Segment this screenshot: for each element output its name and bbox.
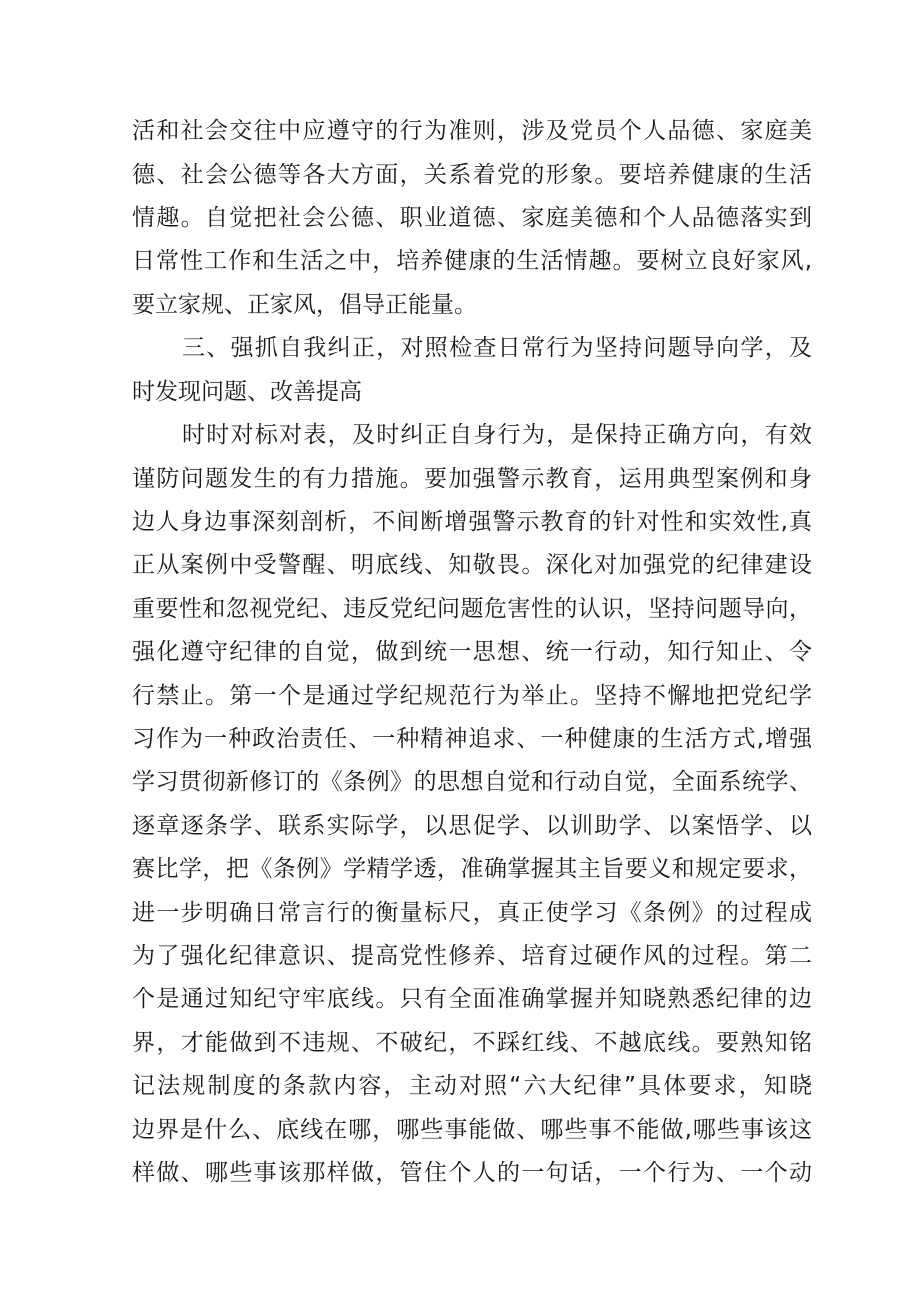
paragraph-line: 情趣。自觉把社会公德、职业道德、家庭美德和个人品德落实到 bbox=[132, 205, 812, 231]
paragraph-line: 为了强化纪律意识、提高党性修养、培育过硬作风的过程。第二 bbox=[132, 943, 812, 969]
paragraph-line: 记法规制度的条款内容，主动对照“六大纪律”具体要求，知晓 bbox=[132, 1073, 812, 1099]
section-heading-line: 三、强抓自我纠正，对照检查日常行为坚持问题导向学，及 bbox=[182, 335, 812, 361]
paragraph-line: 学习贯彻新修订的《条例》的思想自觉和行动自觉，全面系统学、 bbox=[132, 769, 812, 795]
paragraph-line: 时时对标对表，及时纠正自身行为，是保持正确方向，有效 bbox=[182, 422, 812, 448]
paragraph-line: 行禁止。第一个是通过学纪规范行为举止。坚持不懈地把党纪学 bbox=[132, 683, 812, 709]
paragraph-line: 个是通过知纪守牢底线。只有全面准确掌握并知晓熟悉纪律的边 bbox=[132, 986, 812, 1012]
paragraph-line: 活和社会交往中应遵守的行为准则，涉及党员个人品德、家庭美 bbox=[132, 118, 812, 144]
paragraph-line: 德、社会公德等各大方面，关系着党的形象。要培养健康的生活 bbox=[132, 162, 812, 188]
paragraph-line: 习作为一种政治责任、一种精神追求、一种健康的生活方式,增强 bbox=[132, 726, 812, 752]
paragraph-line: 样做、哪些事该那样做，管住个人的一句话，一个行为、一个动 bbox=[132, 1160, 812, 1186]
paragraph-line: 界，才能做到不违规、不破纪，不踩红线、不越底线。要熟知铭 bbox=[132, 1030, 812, 1056]
paragraph-line: 日常性工作和生活之中，培养健康的生活情趣。要树立良好家风, bbox=[132, 248, 812, 274]
paragraph-line: 赛比学，把《条例》学精学透，准确掌握其主旨要义和规定要求， bbox=[132, 856, 812, 882]
paragraph-line: 逐章逐条学、联系实际学，以思促学、以训助学、以案悟学、以 bbox=[132, 813, 812, 839]
section-heading-line: 时发现问题、改善提高 bbox=[132, 379, 362, 405]
paragraph-line: 重要性和忽视党纪、违反党纪问题危害性的认识，坚持问题导向， bbox=[132, 596, 812, 622]
paragraph-line: 谨防问题发生的有力措施。要加强警示教育，运用典型案例和身 bbox=[132, 466, 812, 492]
paragraph-line: 边人身边事深刻剖析，不间断增强警示教育的针对性和实效性,真 bbox=[132, 509, 812, 535]
paragraph-line: 边界是什么、底线在哪，哪些事能做、哪些事不能做,哪些事该这 bbox=[132, 1117, 812, 1143]
paragraph-line: 强化遵守纪律的自觉，做到统一思想、统一行动，知行知止、令 bbox=[132, 639, 812, 665]
paragraph-line: 正从案例中受警醒、明底线、知敬畏。深化对加强党的纪律建设 bbox=[132, 552, 812, 578]
paragraph-line: 进一步明确日常言行的衡量标尺，真正使学习《条例》的过程成 bbox=[132, 900, 812, 926]
paragraph-line: 要立家规、正家风，倡导正能量。 bbox=[132, 292, 477, 318]
